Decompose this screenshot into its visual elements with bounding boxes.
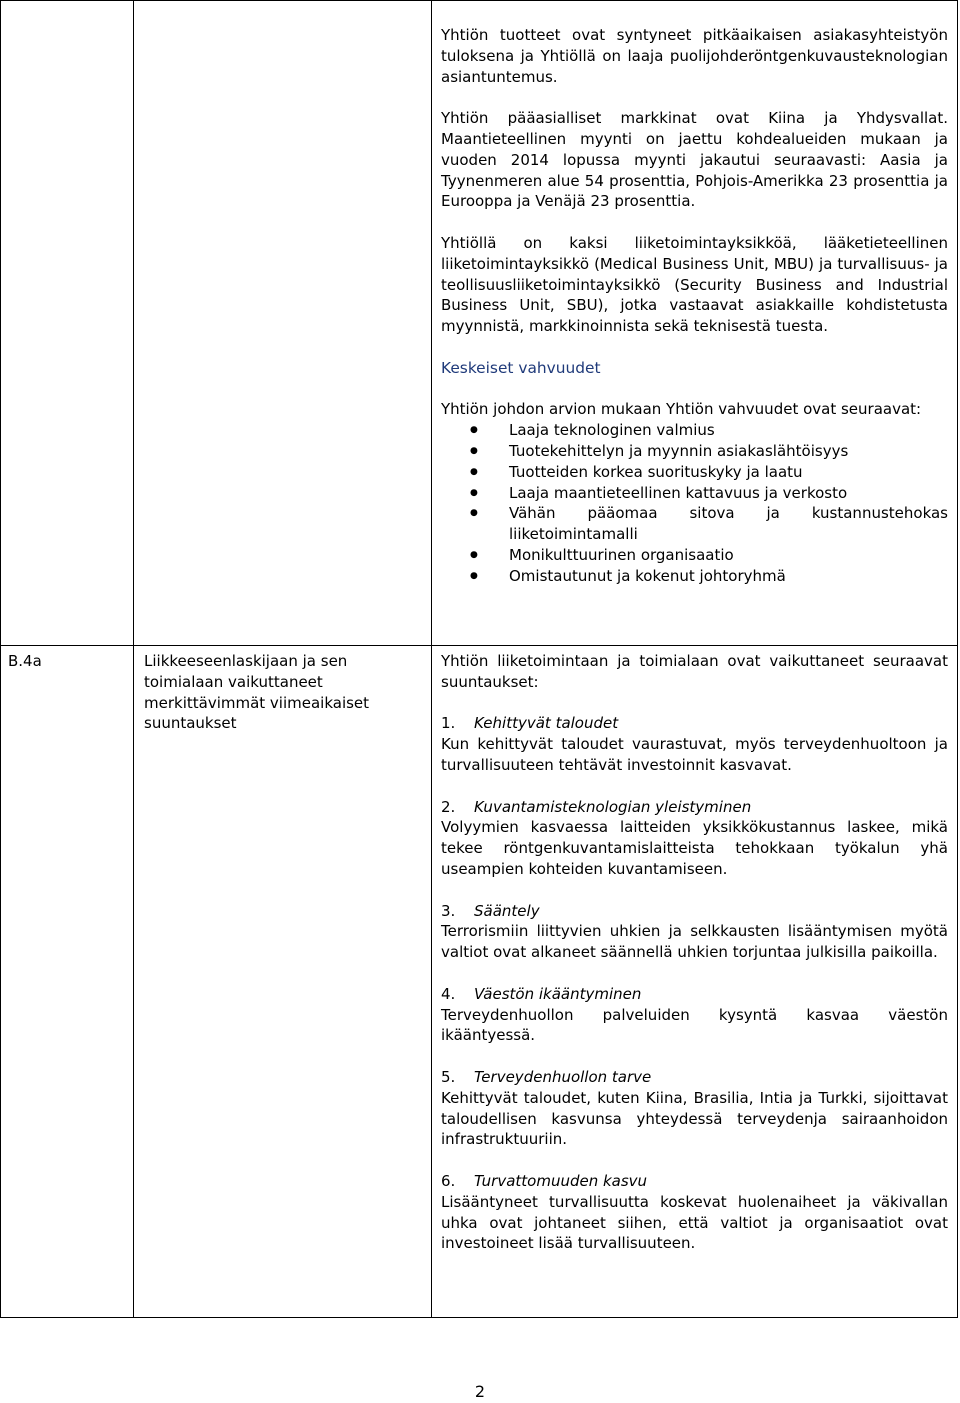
- section-code: B.4a: [8, 652, 42, 670]
- list-item: ● Monikulttuurinen organisaatio: [470, 545, 948, 566]
- trends-lead: Yhtiön liiketoimintaan ja toimialaan ovat vaikuttaneet seuraavat suuntaukset:: [441, 652, 948, 691]
- list-item: ● Vähän pääomaa sitova ja kustannustehokas liiketoimintamalli: [470, 503, 948, 545]
- list-item: ● Laaja teknologinen valmius: [470, 420, 948, 441]
- strengths-list: [441, 420, 948, 586]
- trend-text: Kehittyvät taloudet, kuten Kiina, Brasilia, Intia ja Turkki, sijoittavat taloudellisen kasvunsa yhteydessä terveydenja sairaanhoidon infrastruktuuriin.: [441, 1088, 948, 1149]
- trend-title: 1. Kehittyvät taloudet: [441, 714, 619, 733]
- intro-paragraph-2: Yhtiön pääasialliset markkinat ovat Kiina ja Yhdysvallat. Maantieteellinen myynti on jaettu kohdealueiden mukaan ja vuoden 2014 lopussa myynti jakautui seuraavasti: Aasia ja Tyynenmeren alue 54 prosenttia, Pohjois-Amerikka 23 prosenttia ja Eurooppa ja Venäjä 23 prosenttia.: [441, 109, 948, 211]
- upper-content-cell: [441, 25, 948, 587]
- trend-number: 6.: [441, 1171, 456, 1190]
- page-number: 2: [474, 1382, 486, 1401]
- strengths-heading: Keskeiset vahvuudet: [441, 358, 601, 377]
- column-divider-1: [133, 0, 134, 1318]
- trend-title: 3. Sääntely: [441, 901, 540, 920]
- row-divider: [0, 645, 958, 646]
- strengths-lead: Yhtiön johdon arvion mukaan Yhtiön vahvuudet ovat seuraavat:: [441, 400, 922, 419]
- trend-text: Terrorismiin liittyvien uhkien ja selkkausten lisääntymisen myötä valtiot ovat alkaneet säännellä uhkien torjuntaa julkisilla paikoilla.: [441, 922, 948, 962]
- trend-number: 5.: [441, 1067, 456, 1086]
- intro-paragraph-3: Yhtiöllä on kaksi liiketoimintayksikköä, lääketieteellinen liiketoimintayksikkö (Medical Business Unit, MBU) ja turvallisuus- ja teollisuusliiketoimintayksikkö (Security Business and Industrial Business Unit, SBU), jotka vastaavat asiakkaille kohdistetusta myynnistä, markkinoinnista sekä teknisestä tuesta.: [441, 233, 948, 336]
- trend-text: Volyymien kasvaessa laitteiden yksikkökustannus laskee, mikä tekee röntgenkuvantamislaitteista tehokkaan työkalun yhä useampien kohteiden kuvantamiseen.: [441, 818, 948, 878]
- list-item: ● Laaja maantieteellinen kattavuus ja verkosto: [470, 483, 948, 504]
- trend-text: Terveydenhuollon palveluiden kysyntä kasvaa väestön ikääntyessä.: [441, 1005, 948, 1045]
- list-item: ● Tuotteiden korkea suorituskyky ja laatu: [470, 462, 948, 483]
- trend-title: 4. Väestön ikääntyminen: [441, 984, 642, 1003]
- trend-number: 1.: [441, 714, 456, 733]
- section-title: Liikkeeseenlaskijaan ja sen toimialaan vaikuttaneet merkittävimmät viimeaikaiset suuntaukset: [144, 652, 370, 733]
- trend-title: 5. Terveydenhuollon tarve: [441, 1067, 652, 1086]
- trend-text: Lisääntyneet turvallisuutta koskevat huolenaiheet ja väkivallan uhka ovat johtaneet siihen, että valtiot ja organisaatiot ovat investoineet lisää turvallisuuteen.: [441, 1192, 948, 1253]
- trend-title: 6. Turvattomuuden kasvu: [441, 1171, 648, 1190]
- lower-content-cell: [441, 651, 948, 1254]
- intro-paragraph-1: Yhtiön tuotteet ovat syntyneet pitkäaikaisen asiakasyhteistyön tuloksena ja Yhtiöllä on laaja puolijohderöntgenkuvausteknologian asiantuntemus.: [441, 26, 948, 86]
- list-item: ● Tuotekehittelyn ja myynnin asiakaslähtöisyys: [470, 441, 948, 462]
- trend-number: 4.: [441, 984, 456, 1003]
- trend-number: 3.: [441, 901, 456, 920]
- trend-text: Kun kehittyvät taloudet vaurastuvat, myös terveydenhuoltoon ja turvallisuuteen tehtävät investoinnit kasvavat.: [441, 735, 948, 774]
- trend-title: 2. Kuvantamisteknologian yleistyminen: [441, 797, 752, 816]
- column-divider-2: [431, 0, 432, 1318]
- trend-number: 2.: [441, 797, 456, 816]
- list-item: ● Omistautunut ja kokenut johtoryhmä: [470, 566, 948, 587]
